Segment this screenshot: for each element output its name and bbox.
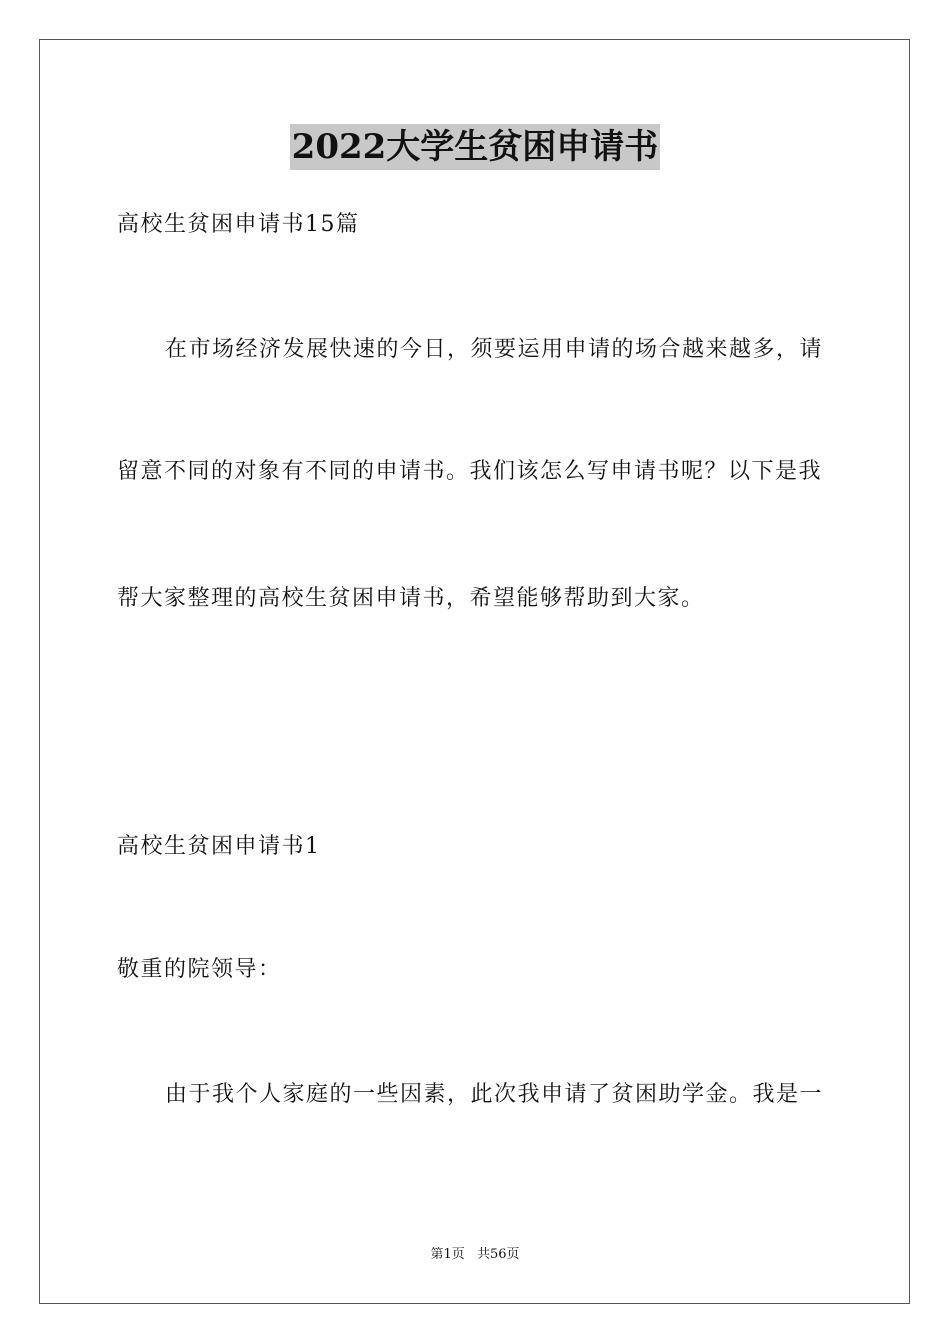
- page-number-current: 第1页: [430, 1247, 465, 1262]
- intro-line-1: 在市场经济发展快速的今日，须要运用申请的场合越来越多，请: [165, 337, 824, 362]
- salutation: 敬重的院领导：: [117, 957, 282, 982]
- page-footer: [0, 1246, 950, 1264]
- title-container: [0, 124, 950, 170]
- intro-line-2: 留意不同的对象有不同的申请书。我们该怎么写申请书呢？以下是我: [117, 459, 823, 484]
- page-number-total: 共56页: [476, 1247, 520, 1262]
- intro-line-3: 帮大家整理的高校生贫困申请书，希望能够帮助到大家。: [117, 586, 705, 611]
- document-title: 2022大学生贫困申请书: [290, 124, 661, 170]
- section-heading: 高校生贫困申请书1: [117, 834, 321, 859]
- body-line-1: 由于我个人家庭的一些因素，此次我申请了贫困助学金。我是一: [165, 1082, 824, 1107]
- document-subtitle: 高校生贫困申请书15篇: [117, 212, 360, 237]
